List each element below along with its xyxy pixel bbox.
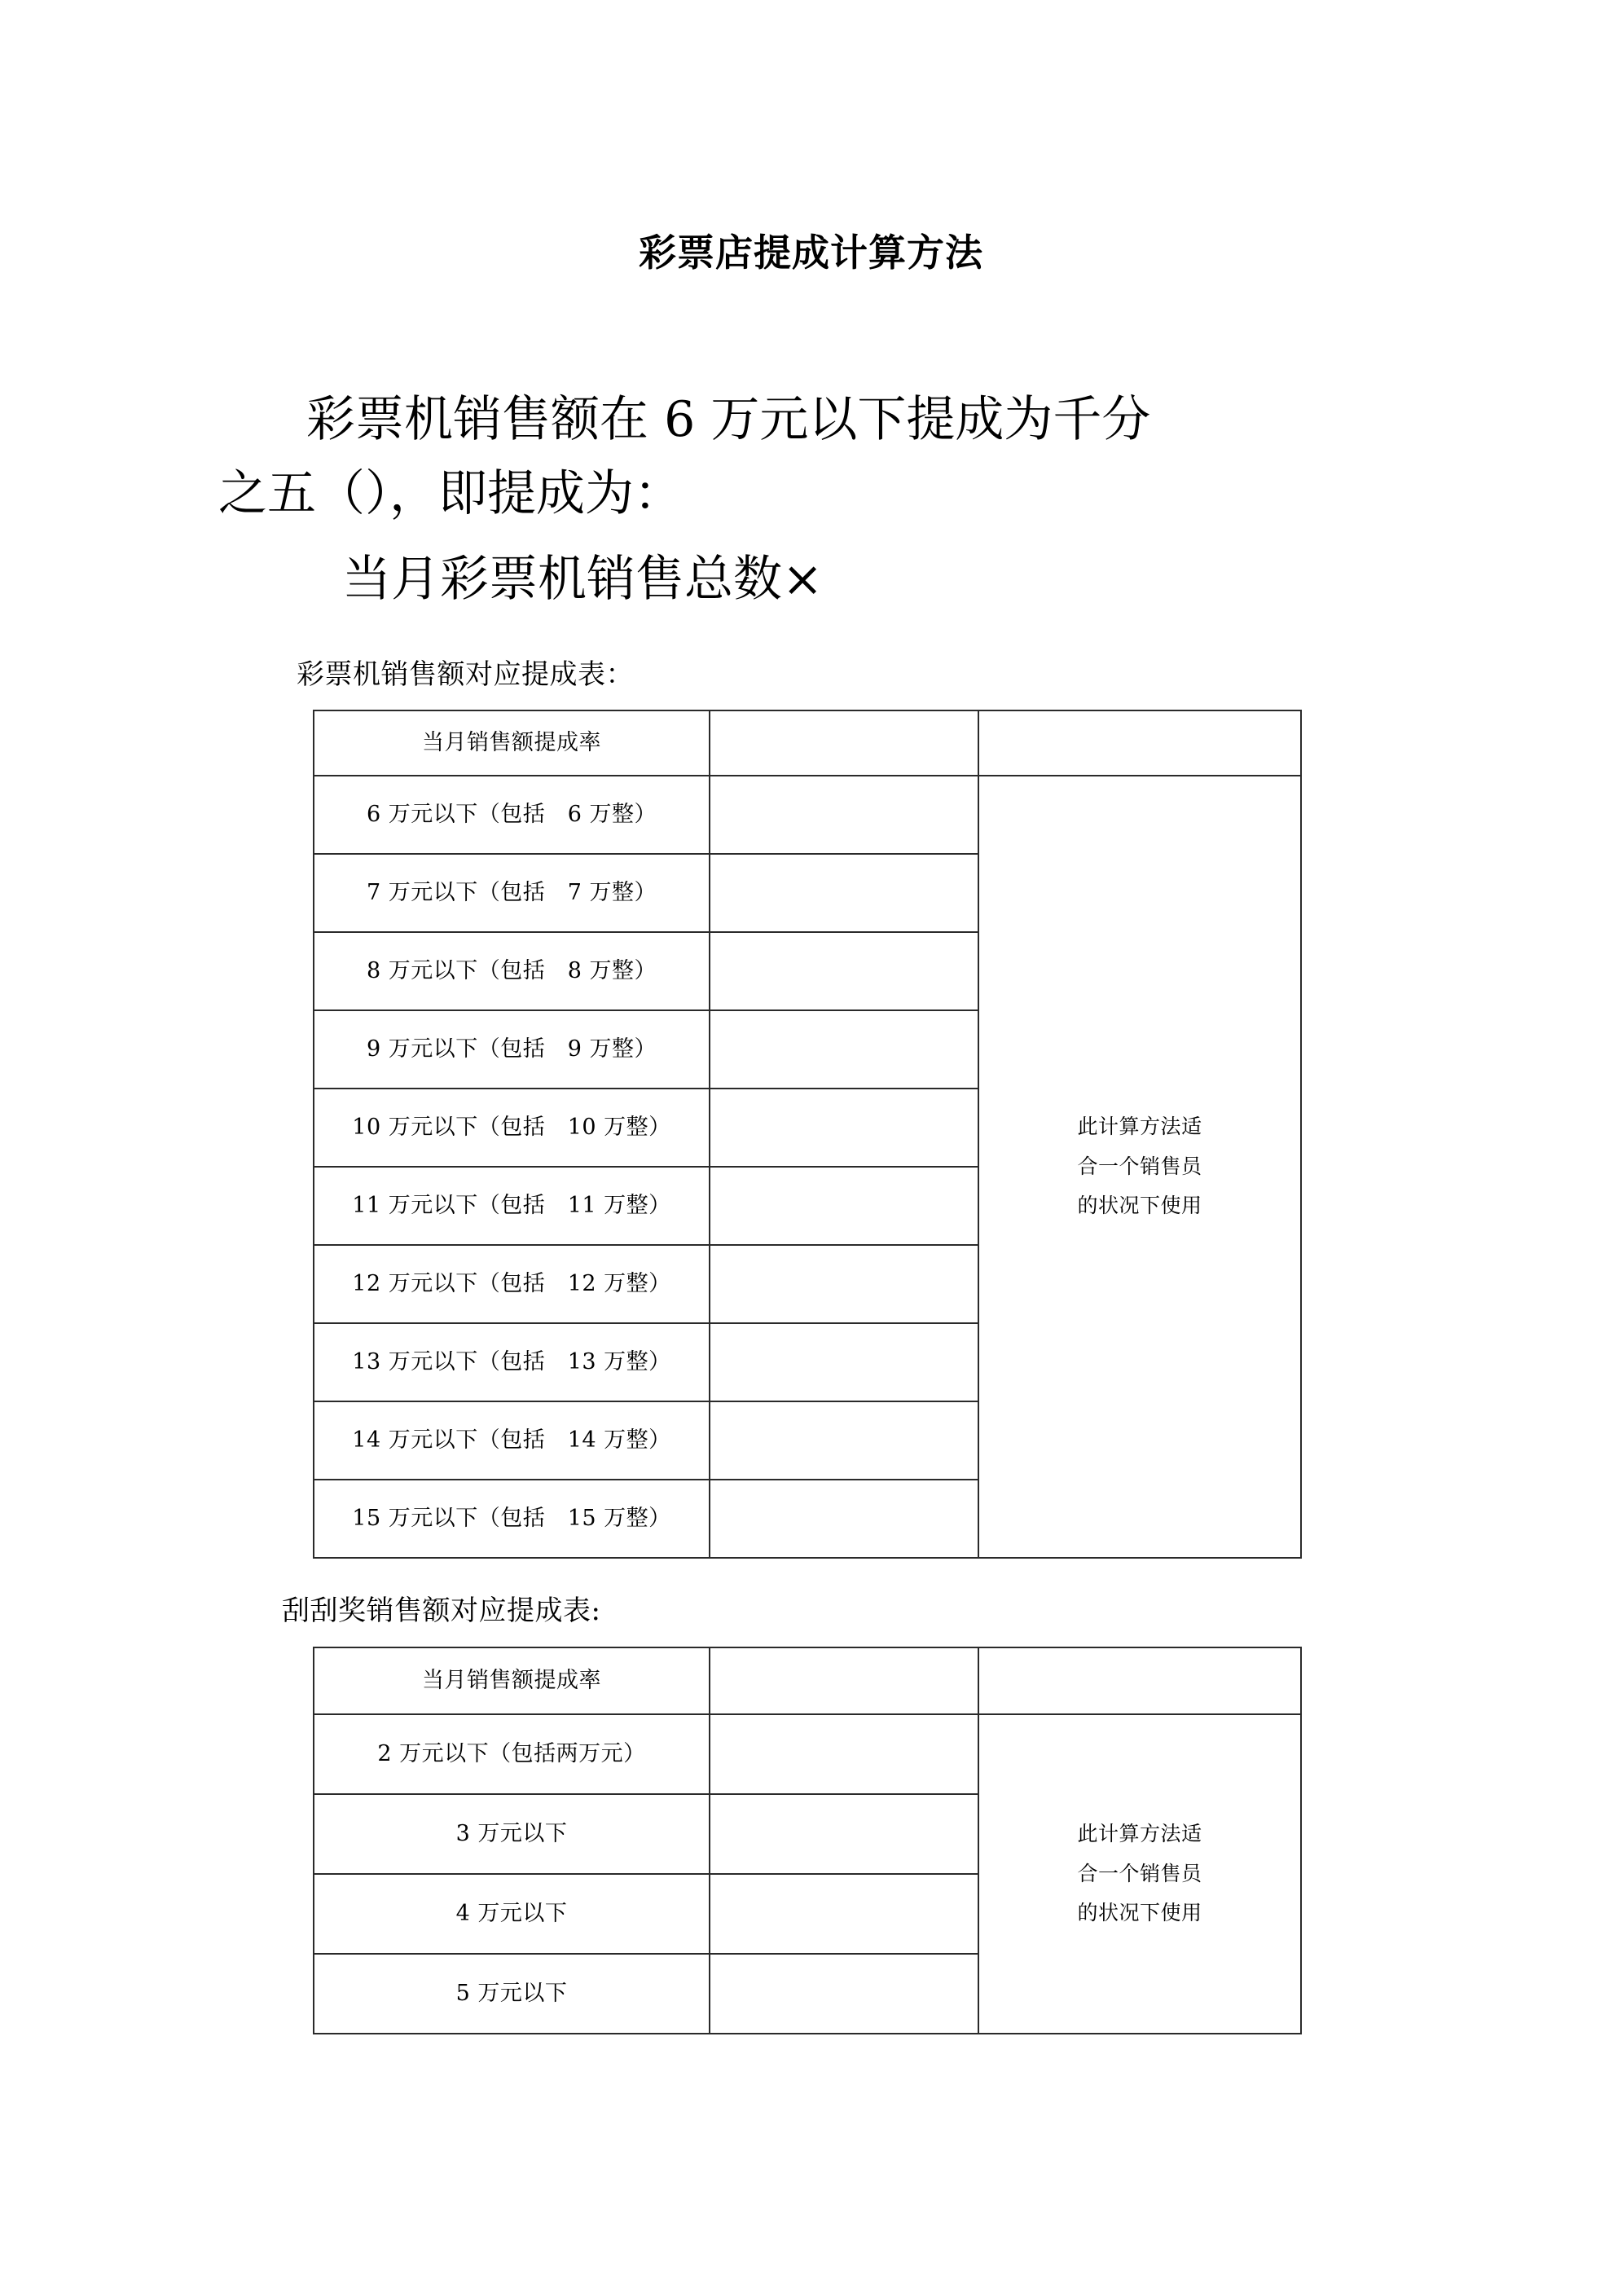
- row-rate[interactable]: [710, 1167, 978, 1245]
- row-label: 11 万元以下（包括 11 万整）: [314, 1167, 710, 1245]
- row-rate[interactable]: [710, 1480, 978, 1558]
- row-label: 6 万元以下（包括 6 万整）: [314, 776, 710, 854]
- row-label: 7 万元以下（包括 7 万整）: [314, 854, 710, 932]
- row-label: 15 万元以下（包括 15 万整）: [314, 1480, 710, 1558]
- note-line-2: 合一个销售员: [1077, 1154, 1202, 1178]
- header-cell-rate: [710, 1647, 978, 1714]
- table-machine-commission: [313, 710, 1302, 1559]
- row-label: 8 万元以下（包括 8 万整）: [314, 932, 710, 1010]
- note-line-3: 的状况下使用: [1077, 1194, 1202, 1218]
- table-row: [314, 776, 1301, 854]
- row-label: 5 万元以下: [314, 1954, 710, 2034]
- intro-paragraph: [218, 383, 1424, 618]
- table-header-row: [314, 1647, 1301, 1714]
- header-cell-label: 当月销售额提成率: [314, 1647, 710, 1714]
- row-rate[interactable]: [710, 1794, 978, 1874]
- header-cell-note: [978, 710, 1301, 776]
- row-rate[interactable]: [710, 1010, 978, 1089]
- row-rate[interactable]: [710, 932, 978, 1010]
- row-rate[interactable]: [710, 1714, 978, 1794]
- row-label: 2 万元以下（包括两万元）: [314, 1714, 710, 1794]
- row-rate[interactable]: [710, 1954, 978, 2034]
- table-row: [314, 1714, 1301, 1794]
- row-rate[interactable]: [710, 1401, 978, 1480]
- row-label: 3 万元以下: [314, 1794, 710, 1874]
- row-label: 13 万元以下（包括 13 万整）: [314, 1323, 710, 1401]
- note-cell: [978, 1714, 1301, 2034]
- intro-line-1: 彩票机销售额在 6 万元以下提成为千分: [306, 391, 1151, 448]
- note-cell: [978, 776, 1301, 1558]
- page-title: 彩票店提成计算方法: [639, 230, 983, 275]
- note-line-1: 此计算方法适: [1077, 1821, 1202, 1845]
- row-rate[interactable]: [710, 1874, 978, 1954]
- note-line-2: 合一个销售员: [1077, 1861, 1202, 1885]
- note-line-3: 的状况下使用: [1077, 1901, 1202, 1925]
- row-label: 12 万元以下（包括 12 万整）: [314, 1245, 710, 1323]
- table-machine-caption: 彩票机销售额对应提成表：: [297, 658, 634, 691]
- row-rate[interactable]: [710, 1089, 978, 1167]
- header-cell-label: 当月销售额提成率: [314, 710, 710, 776]
- row-label: 9 万元以下（包括 9 万整）: [314, 1010, 710, 1089]
- row-rate[interactable]: [710, 1245, 978, 1323]
- row-label: 14 万元以下（包括 14 万整）: [314, 1401, 710, 1480]
- table-scratch-commission: [313, 1647, 1302, 2034]
- header-cell-note: [978, 1647, 1301, 1714]
- row-rate[interactable]: [710, 854, 978, 932]
- row-rate[interactable]: [710, 776, 978, 854]
- row-rate[interactable]: [710, 1323, 978, 1401]
- row-label: 10 万元以下（包括 10 万整）: [314, 1089, 710, 1167]
- table-scratch-caption: 刮刮奖销售额对应提成表:: [282, 1594, 601, 1627]
- note-line-1: 此计算方法适: [1077, 1114, 1202, 1138]
- intro-line-2: 之五（），即提成为：: [218, 465, 683, 523]
- intro-line-3: 当月彩票机销售总数×: [342, 551, 824, 609]
- row-label: 4 万元以下: [314, 1874, 710, 1954]
- header-cell-rate: [710, 710, 978, 776]
- table-header-row: [314, 710, 1301, 776]
